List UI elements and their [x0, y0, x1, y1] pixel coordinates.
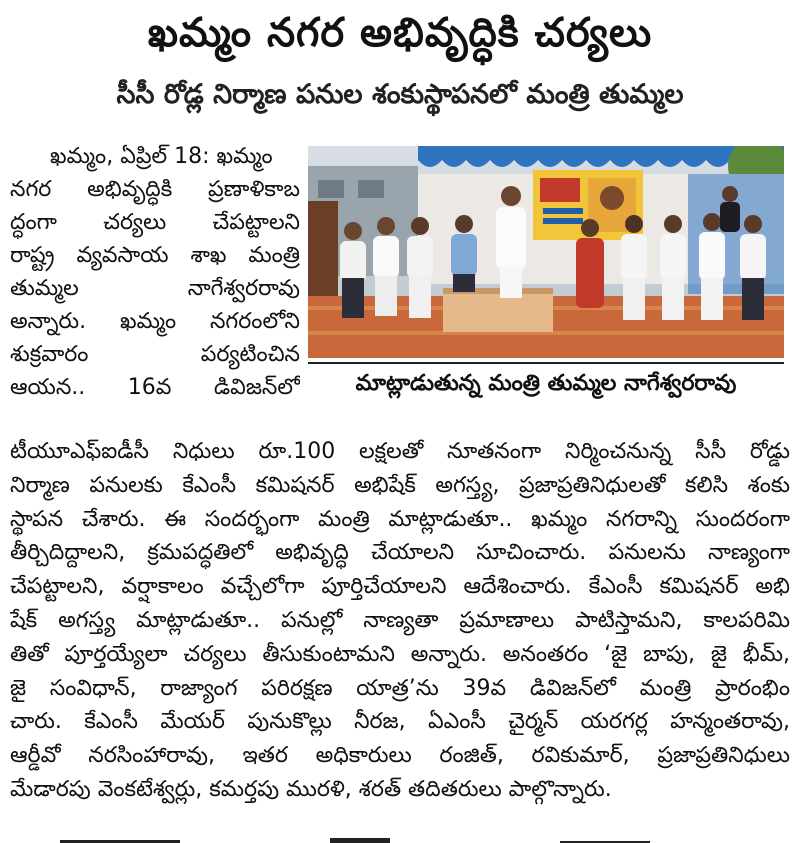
body-line: ఆర్డీవో నరసింహారావు, ఇతర అధికారులు రంజిత్, రవికుమార్, ప్రజాప్రతినిధులు: [10, 743, 790, 769]
lead-line: ఖమ్మం, ఏప్రిల్ 18: ఖమ్మం: [50, 144, 273, 169]
lead-line: అన్నారు. ఖమ్మం నగరంలోని: [10, 309, 300, 334]
article-lead-column: [10, 140, 300, 404]
body-line: స్థాపన చేశారు. ఈ సందర్భంగా మంత్రి మాట్లాడుతూ.. ఖమ్మం నగరాన్ని సుందరంగా: [10, 506, 790, 532]
event-photo: [308, 146, 784, 358]
lead-line: శుక్రవారం పర్యటించిన: [10, 342, 300, 367]
photo-caption-box: [308, 362, 784, 408]
lead-line: తుమ్మల నాగేశ్వరరావు: [10, 276, 300, 301]
lead-line: ద్ధంగా చర్యలు చేపట్టాలని: [10, 210, 300, 235]
body-line: నిర్మాణ పనులకు కేఎంసీ కమిషనర్ అభిషేక్ అగస్త్య, ప్రజాప్రతినిధులతో కలిసి శంకు: [10, 472, 790, 498]
body-line: షేక్ అగస్త్య మాట్లాడుతూ.. పనుల్లో నాణ్యతా ప్రమాణాలు పాటిస్తామని, కాలపరిమి: [10, 607, 790, 633]
headline: ఖమ్మం నగర అభివృద్ధికి చర్యలు: [147, 10, 653, 56]
body-line: చేపట్టాలని, వర్షాకాలం వచ్చేలోగా పూర్తిచేయాలని ఆదేశించారు. కేఎంసీ కమిషనర్ అభి: [10, 574, 790, 600]
body-line: టీయూఎఫ్ఐడీసీ నిధులు రూ.100 లక్షలతో నూతనంగా నిర్మించనున్న సీసీ రోడ్డు: [10, 439, 790, 464]
article-body: [10, 435, 790, 807]
body-line: మేడారపు వెంకటేశ్వర్లు, కమర్తపు మురళి, శరత్ తదితరులు పాల్గొన్నారు.: [10, 776, 612, 802]
body-line: జై సంవిధాన్, రాజ్యాంగ పరిరక్షణ యాత్ర’ను 39వ డివిజన్‌లో మంత్రి ప్రారంభిం: [10, 675, 790, 701]
lead-line: నగర అభివృద్ధికి ప్రణాళికాబ: [10, 177, 300, 202]
body-line: తితో పూర్తయ్యేలా చర్యలు తీసుకుంటామని అన్నారు. అనంతరం ‘జై బాపు, జై భీమ్,: [10, 641, 790, 667]
photo-caption: మాట్లాడుతున్న మంత్రి తుమ్మల నాగేశ్వరరావు: [355, 371, 737, 396]
body-line: చారు. కేఎంసీ మేయర్ పునుకొల్లు నీరజ, ఏఎంసీ చైర్మన్ యరగర్ల హన్మంతరావు,: [10, 709, 790, 735]
lead-line: ఆయన.. 16వ డివిజన్‌లో: [10, 375, 300, 400]
cropped-bottom-edge: [0, 832, 800, 843]
subheadline: సీసీ రోడ్ల నిర్మాణ పనుల శంకుస్థాపనలో మంత్రి తుమ్మల: [116, 79, 684, 110]
body-line: తీర్చిదిద్దాలని, క్రమపద్ధతిలో అభివృద్ధి చేయాలని సూచించారు. పనులను నాణ్యంగా: [10, 540, 790, 566]
lead-line: రాష్ట్ర వ్యవసాయ శాఖ మంత్రి: [10, 243, 300, 268]
